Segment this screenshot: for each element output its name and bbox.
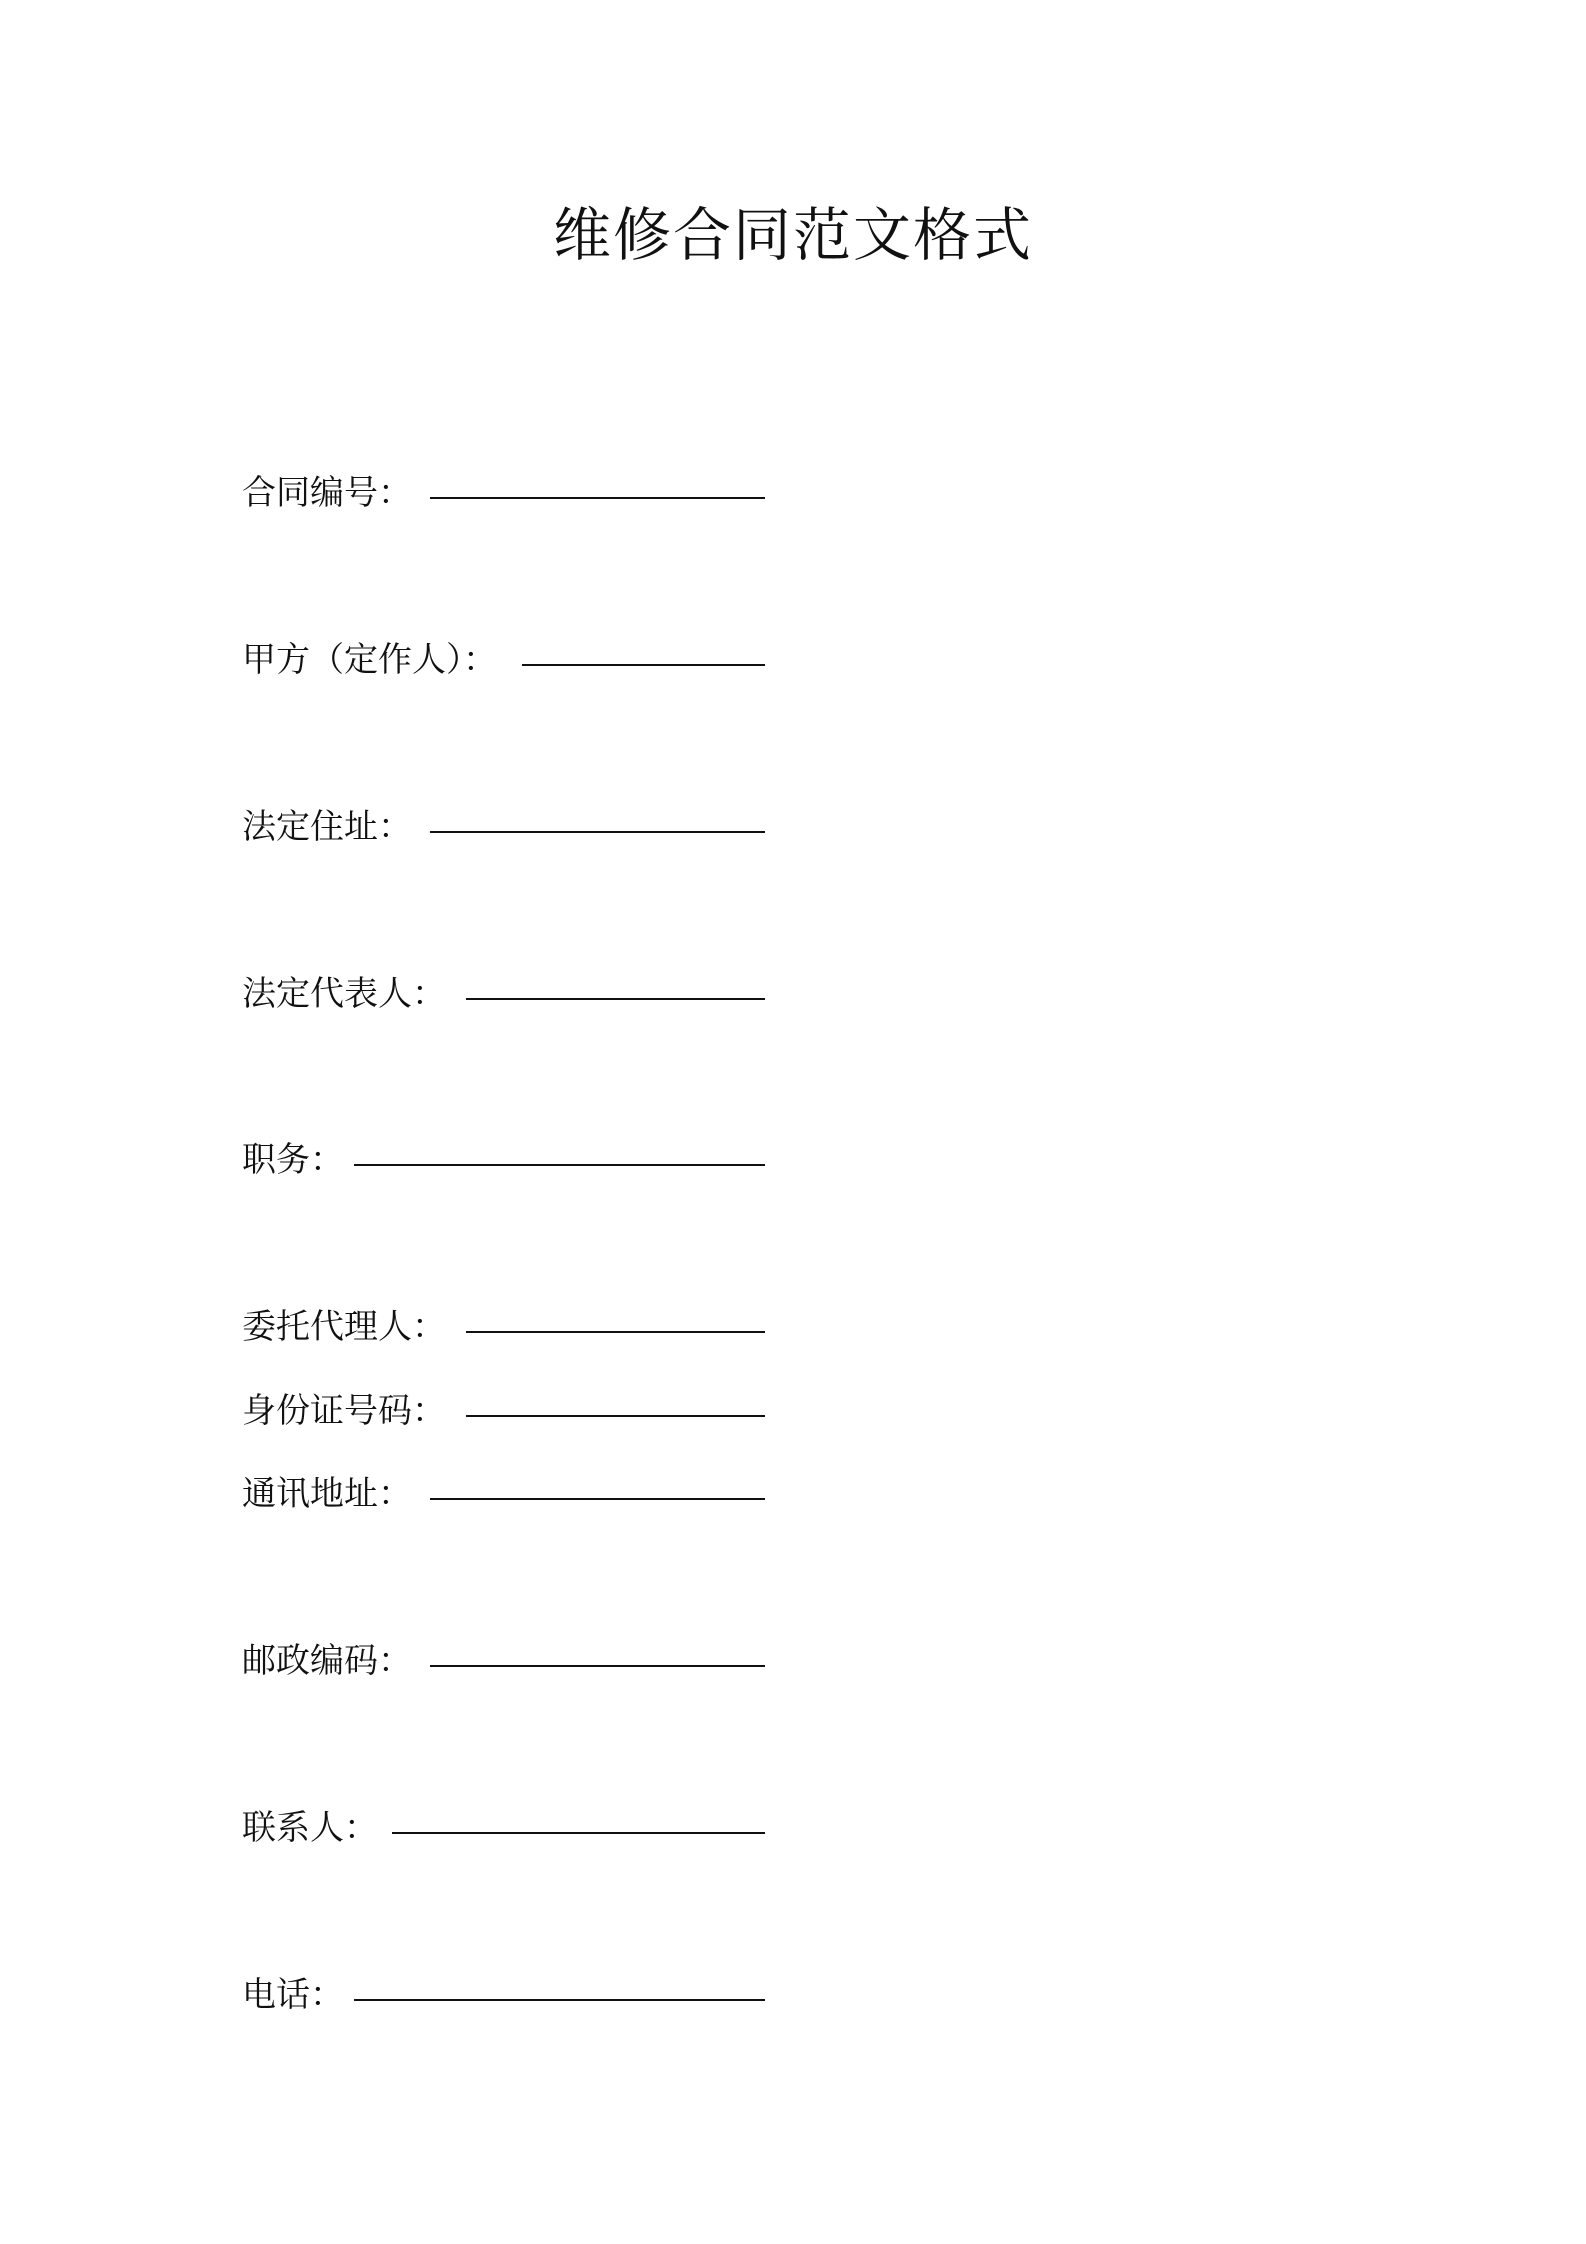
- field-label: 通讯地址：: [242, 1474, 412, 1514]
- field-postal-code: [242, 1623, 412, 1683]
- document-title: 维修合同范文格式: [552, 201, 1033, 269]
- field-label: 法定代表人：: [242, 974, 446, 1014]
- field-label: 委托代理人：: [242, 1307, 446, 1347]
- field-contract-number: [242, 455, 412, 515]
- field-mailing-address: [242, 1456, 412, 1516]
- position-blank[interactable]: [354, 1164, 765, 1166]
- phone-blank[interactable]: [354, 1999, 765, 2001]
- agent-blank[interactable]: [466, 1331, 765, 1333]
- field-party-a: [242, 622, 497, 682]
- field-label: 电话：: [242, 1975, 344, 2015]
- field-label: 联系人：: [242, 1808, 378, 1848]
- field-id-number: [242, 1373, 446, 1433]
- field-label: 合同编号：: [242, 473, 412, 513]
- id-number-blank[interactable]: [466, 1415, 765, 1417]
- field-label: 职务：: [242, 1140, 344, 1180]
- field-legal-representative: [242, 956, 446, 1016]
- legal-representative-blank[interactable]: [466, 998, 765, 1000]
- field-label: 邮政编码：: [242, 1641, 412, 1681]
- contact-person-blank[interactable]: [392, 1832, 765, 1834]
- field-position: [242, 1122, 344, 1182]
- field-label: 身份证号码：: [242, 1391, 446, 1431]
- mailing-address-blank[interactable]: [430, 1498, 765, 1500]
- field-legal-address: [242, 789, 412, 849]
- party-a-blank[interactable]: [522, 664, 765, 666]
- legal-address-blank[interactable]: [430, 831, 765, 833]
- field-agent: [242, 1289, 446, 1349]
- field-label: 甲方（定作人）：: [242, 640, 497, 680]
- postal-code-blank[interactable]: [430, 1665, 765, 1667]
- field-contact-person: [242, 1790, 378, 1850]
- contract-number-blank[interactable]: [430, 497, 765, 499]
- field-label: 法定住址：: [242, 807, 412, 847]
- field-phone: [242, 1957, 344, 2017]
